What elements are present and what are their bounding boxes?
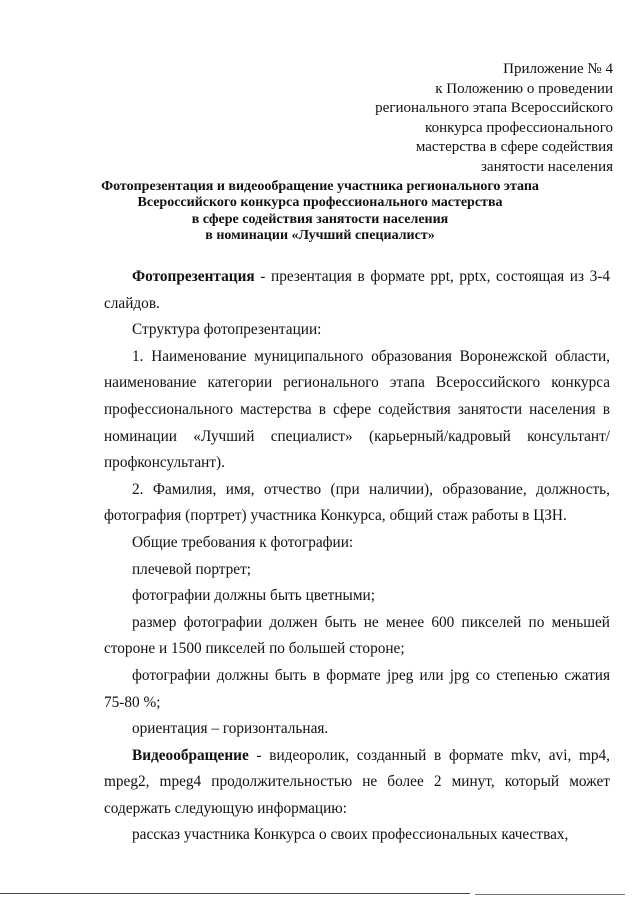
- photo-presentation-paragraph: [104, 264, 610, 317]
- document-title: [100, 179, 540, 244]
- photo-presentation-label: Фотопрезентация: [132, 268, 255, 285]
- appendix-line: мастерства в сфере содействия: [415, 139, 613, 155]
- appendix-block: [313, 60, 613, 177]
- requirement-item: размер фотографии должен быть не менее 600 пикселей по меньшей стороне и 1500 пикселей по большей стороне;: [104, 613, 610, 658]
- appendix-line: к Положению о проведении: [435, 80, 613, 97]
- scan-edge-line: [475, 894, 625, 895]
- requirement-item: ориентация – горизонтальная.: [132, 720, 329, 738]
- title-line: в номинации «Лучший специалист»: [205, 227, 435, 243]
- document-body: [104, 264, 610, 849]
- photo-presentation-text: - презентация в формате ppt, pptx, состоящая из 3-4 слайдов.: [104, 268, 610, 312]
- requirements-heading: Общие требования к фотографии:: [132, 533, 354, 551]
- requirement-item: фотографии должны быть цветными;: [132, 587, 375, 605]
- structure-item-2: 2. Фамилия, имя, отчество (при наличии), образование, должность, фотография (портрет) участника Конкурса, общий стаж работы в ЦЗН.: [104, 480, 610, 525]
- video-address-text: - видеоролик, созданный в формате mkv, avi, mp4, mpeg2, mpeg4 продолжительностью не более 2 минут, который может содержать следующую информацию:: [104, 746, 610, 817]
- video-address-label: Видеообращение: [132, 746, 249, 764]
- structure-item-1: 1. Наименование муниципального образования Воронежской области, наименование категории регионального этапа Всероссийского конкурса профессионального мастерства в сфере содействия занятости населения в номинации «Лучший специалист» (карьерный/кадровый консультант/профконсультант).: [104, 347, 610, 472]
- structure-heading: Структура фотопрезентации:: [132, 321, 322, 339]
- appendix-line: конкурса профессионального: [425, 119, 613, 136]
- requirement-item: плечевой портрет;: [132, 560, 252, 578]
- title-line: Фотопрезентация и видеообращение участника регионального этапа: [101, 179, 539, 194]
- requirement-item: фотографии должны быть в формате jpeg или jpg со степенью сжатия 75-80 %;: [104, 666, 610, 711]
- appendix-line: Приложение № 4: [503, 61, 613, 77]
- title-line: в сфере содействия занятости населения: [191, 211, 449, 227]
- scan-edge-line: [0, 893, 470, 894]
- story-paragraph: рассказ участника Конкурса о своих профессиональных качествах,: [132, 826, 569, 844]
- video-address-paragraph: [104, 743, 610, 823]
- appendix-line: регионального этапа Всероссийского: [375, 100, 613, 116]
- title-line: Всероссийского конкурса профессионального мастерства: [137, 195, 503, 211]
- appendix-line: занятости населения: [480, 158, 613, 175]
